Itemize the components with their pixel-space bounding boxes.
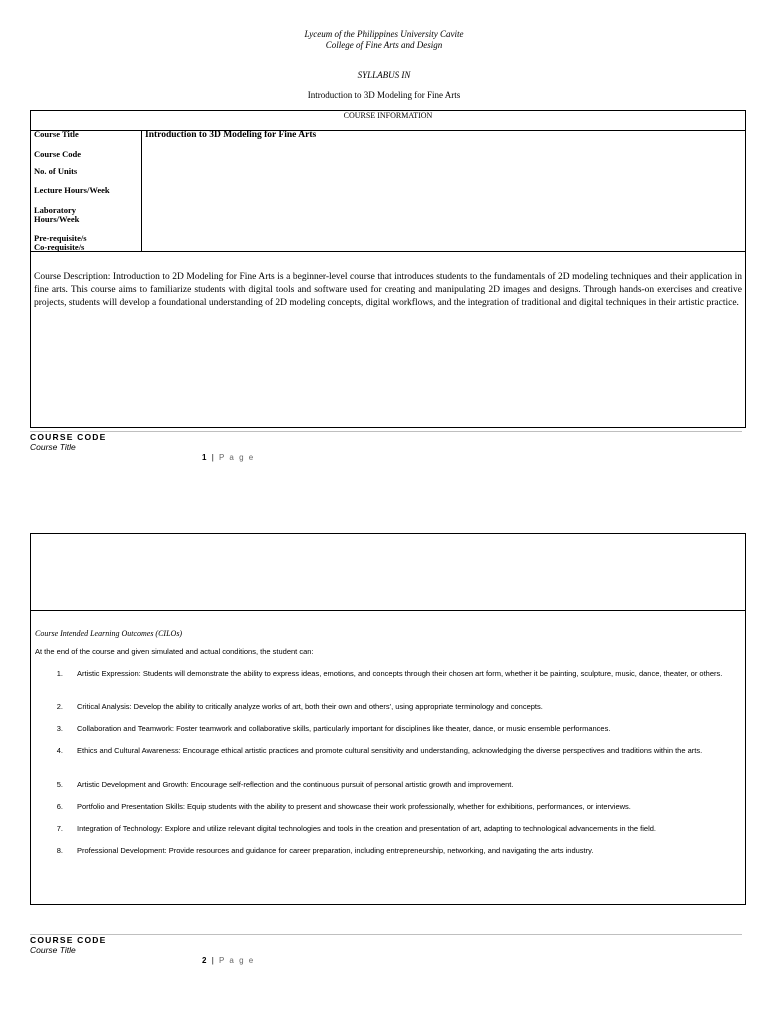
cilo-heading: Course Intended Learning Outcomes (CILOs) (35, 629, 183, 638)
label-course-code: Course Code (34, 149, 81, 159)
label-lab-hours-line2: Hours/Week (34, 214, 80, 224)
label-units: No. of Units (34, 166, 78, 176)
course-info-value-column (142, 130, 745, 252)
college-name: College of Fine Arts and Design (325, 40, 443, 50)
page1-footer-rule (30, 431, 742, 432)
page1-page-number (202, 453, 255, 462)
cilo-intro: At the end of the course and given simulated and actual conditions, the student can: (35, 647, 314, 656)
cilo-table-top-cell (31, 534, 745, 611)
page2-footer-course-title: Course Title (30, 945, 76, 955)
page2-page-number (202, 956, 255, 965)
course-information-title: COURSE INFORMATION (343, 111, 433, 120)
value-course-title: Introduction to 3D Modeling for Fine Arts (145, 130, 317, 140)
page2-number: 2 (202, 956, 208, 965)
label-lab-hours-line1: Laboratory (34, 205, 77, 215)
page1-footer-course-title: Course Title (30, 442, 76, 452)
label-corequisite: Co-requisite/s (34, 242, 85, 252)
page2-footer-course-code: COURSE CODE (30, 935, 107, 945)
label-prerequisite: Pre-requisite/s (34, 233, 87, 243)
page2-separator: | (211, 956, 216, 965)
page2-page-word: P a g e (219, 956, 255, 965)
page1-footer-course-code: COURSE CODE (30, 432, 107, 442)
page2-footer-rule (30, 934, 742, 935)
label-lecture-hours: Lecture Hours/Week (34, 185, 110, 195)
page1-separator: | (211, 453, 216, 462)
page1-number: 1 (202, 453, 208, 462)
syllabus-course-name: Introduction to 3D Modeling for Fine Arts (307, 90, 461, 100)
cilo-table: Course Intended Learning Outcomes (CILOs) At the end of the course and given simulated and actual conditions, the student can: 1. Artistic Expression: Students will demonstrate the ability to express ideas, emotions, and concepts through their chosen art form, whether it be painting, sculpture, music, dance, theater, or others. 2. Critical Analysis: Develop the ability to critically analyze works of art, both their own and others', using appropriate terminology and concepts. 3. Collaboration and Teamwork: Foster teamwork and collaborative skills, particularly important for disciplines like theater, dance, or music ensemble performances. 4. Ethics and Cultural Awareness: Encourage ethical artistic practices and promote cultural sensitivity and understanding, acknowledging the diverse perspectives and traditions within the arts. 5. Artistic Development and Growth: Encourage self-reflection and the continuous pursuit of personal artistic growth and improvement. 6. Portfolio and Presentation Skills: Equip students with the ability to present and showcase their work professionally, whether for exhibitions, performances, or interviews. 7. Integration of Technology: Explore and utilize relevant digital technologies and tools in the creation and presentation of art, adapting to technological advancements in the field. 8. Professional Development: Provide resources and guidance for career preparation, including entrepreneurship, networking, and navigating the arts industry. (30, 533, 746, 905)
course-info-label-column (31, 130, 142, 252)
course-description: Course Description: Introduction to 2D Modeling for Fine Arts is a beginner-level course that introduces students to the fundamentals of 2D modeling techniques and their application in fine arts. This course aims to familiarize students with digital tools and software used for creating and manipulating 2D images and designs. Through hands-on exercises and creative projects, students will develop a foundational understanding of 2D modeling concepts, digital workflows, and the integration of traditional and digital techniques in their artistic practice. (34, 272, 742, 308)
course-information-table (30, 110, 746, 428)
label-course-title: Course Title (34, 129, 79, 139)
institution-name: Lyceum of the Philippines University Cavite (304, 29, 464, 39)
course-information-heading (31, 111, 745, 131)
page1-page-word: P a g e (219, 453, 255, 462)
syllabus-label: SYLLABUS IN (357, 70, 411, 80)
